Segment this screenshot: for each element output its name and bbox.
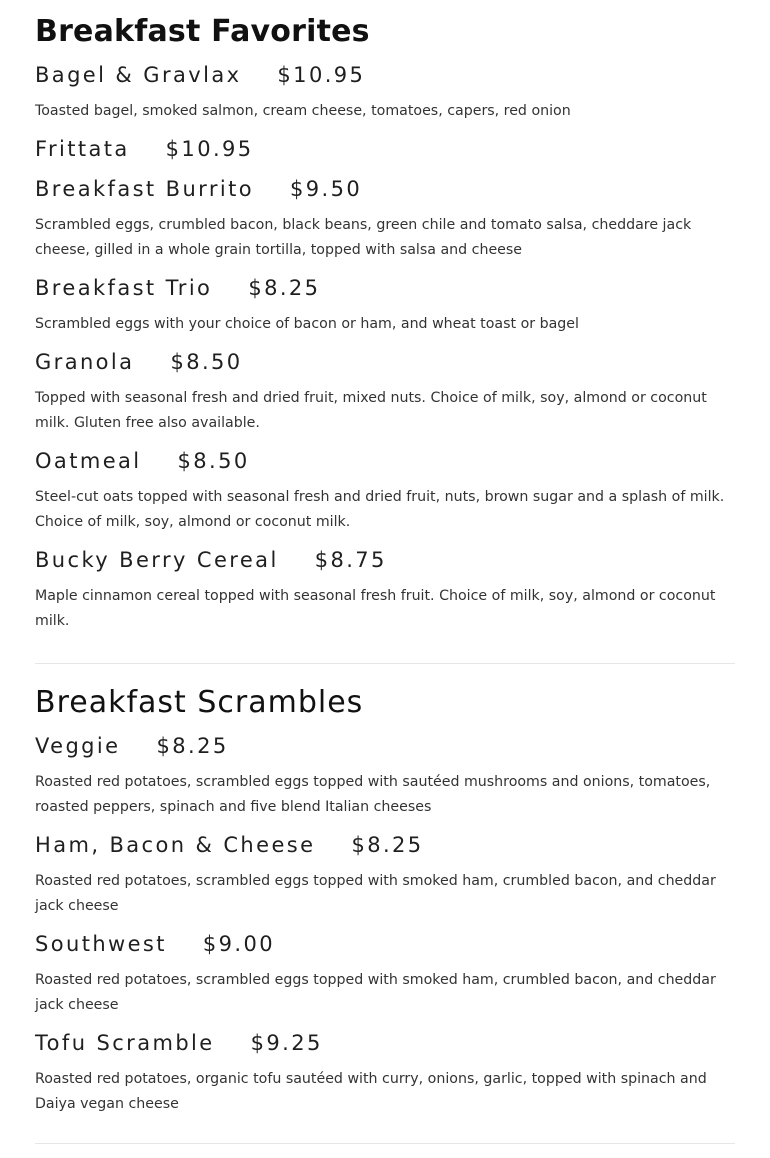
menu-item-name: Bucky Berry Cereal <box>35 548 279 572</box>
menu-item-description: Scrambled eggs with your choice of bacon or ham, and wheat toast or bagel <box>35 316 579 332</box>
menu-item-header <box>35 547 735 573</box>
menu-item-description: Roasted red potatoes, scrambled eggs topped with sautéed mushrooms and onions, tomatoes, roasted peppers, spinach and five blend Italian cheeses <box>35 774 711 815</box>
menu-item-description: Scrambled eggs, crumbled bacon, black beans, green chile and tomato salsa, cheddare jack cheese, gilled in a whole grain tortilla, topped with salsa and cheese <box>35 217 692 258</box>
menu-item-price: $9.50 <box>289 177 363 201</box>
menu-item-price: $8.75 <box>314 548 387 572</box>
menu-item-description: Steel-cut oats topped with seasonal fresh and dried fruit, nuts, brown sugar and a splash of milk. Choice of milk, soy, almond or coconut milk. <box>35 489 725 530</box>
menu-item <box>35 448 735 535</box>
menu-item <box>35 832 735 919</box>
menu-item-header <box>35 733 735 759</box>
menu-item <box>35 547 735 634</box>
menu-item-header <box>35 448 735 474</box>
menu-item-price: $8.25 <box>156 734 229 758</box>
section-divider <box>35 663 735 664</box>
menu-item <box>35 176 735 263</box>
menu-item-description: Maple cinnamon cereal topped with seasonal fresh fruit. Choice of milk, soy, almond or coconut milk. <box>35 588 716 629</box>
menu-item-name: Granola <box>35 350 135 374</box>
section-breakfast-scrambles <box>35 685 735 1117</box>
menu-item-header <box>35 832 735 858</box>
menu-item-name: Breakfast Burrito <box>35 177 254 201</box>
menu-item-header <box>35 349 735 375</box>
menu-item-name: Tofu Scramble <box>35 1031 215 1055</box>
menu-item-name: Breakfast Trio <box>35 276 213 300</box>
menu-item-name: Southwest <box>35 932 167 956</box>
menu-item-price: $8.50 <box>170 350 243 374</box>
menu-item-price: $8.25 <box>351 833 424 857</box>
menu-item-price: $10.95 <box>277 63 366 87</box>
menu-item-header <box>35 931 735 957</box>
menu-item-header <box>35 176 735 202</box>
menu-item-name: Frittata <box>35 137 130 161</box>
section-breakfast-favorites <box>35 0 735 634</box>
menu-item-header <box>35 1030 735 1056</box>
section-title: Breakfast Favorites <box>35 14 370 49</box>
menu-item <box>35 136 735 162</box>
menu-item-header <box>35 275 735 301</box>
menu-item-name: Veggie <box>35 734 121 758</box>
menu-item <box>35 349 735 436</box>
menu-item-price: $9.00 <box>202 932 276 956</box>
menu-item <box>35 62 735 124</box>
menu-item-name: Oatmeal <box>35 449 142 473</box>
menu-item-price: $10.95 <box>165 137 254 161</box>
menu-item-header <box>35 62 735 88</box>
menu-item <box>35 1030 735 1117</box>
menu-item-price: $9.25 <box>250 1031 323 1055</box>
menu-item-description: Toasted bagel, smoked salmon, cream cheese, tomatoes, capers, red onion <box>35 103 571 119</box>
menu-item-description: Roasted red potatoes, scrambled eggs topped with smoked ham, crumbled bacon, and cheddar jack cheese <box>35 873 716 914</box>
menu-item <box>35 275 735 337</box>
menu-item <box>35 931 735 1018</box>
menu-item-name: Ham, Bacon & Cheese <box>35 833 316 857</box>
menu-item-price: $8.25 <box>248 276 321 300</box>
menu-item-description: Roasted red potatoes, scrambled eggs topped with smoked ham, crumbled bacon, and cheddar jack cheese <box>35 972 716 1013</box>
menu-item-name: Bagel & Gravlax <box>35 63 242 87</box>
menu-item-description: Topped with seasonal fresh and dried fruit, mixed nuts. Choice of milk, soy, almond or coconut milk. Gluten free also available. <box>35 390 707 431</box>
menu-item <box>35 733 735 820</box>
menu-item-price: $8.50 <box>177 449 250 473</box>
menu-item-description: Roasted red potatoes, organic tofu sautéed with curry, onions, garlic, topped with spinach and Daiya vegan cheese <box>35 1071 707 1112</box>
section-title: Breakfast Scrambles <box>35 685 364 720</box>
menu-item-header <box>35 136 735 162</box>
section-divider <box>35 1143 735 1144</box>
